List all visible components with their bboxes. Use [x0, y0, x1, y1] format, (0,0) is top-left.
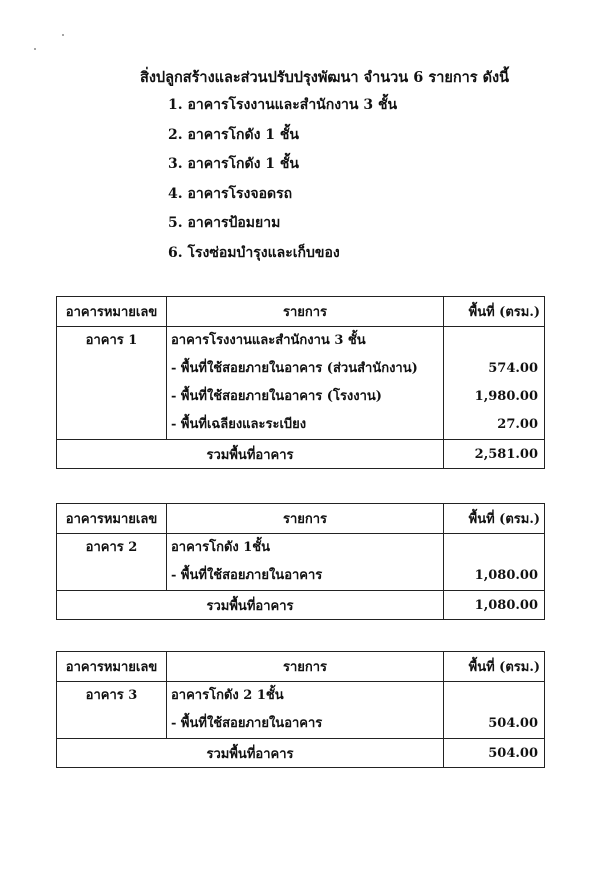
item-title: อาคารโกดัง 1ชั้น — [171, 540, 271, 555]
table-header-row — [57, 297, 545, 327]
item-line: - พื้นที่ใช้สอยภายในอาคาร — [171, 716, 323, 731]
header-area: พื้นที่ (ตรม.) — [444, 652, 545, 682]
table-row — [57, 327, 545, 440]
list-item: 2. อาคารโกดัง 1 ชั้น — [168, 126, 299, 143]
total-value: 1,080.00 — [444, 591, 545, 620]
item-line: - พื้นที่ใช้สอยภายในอาคาร — [171, 568, 323, 583]
building-list — [168, 94, 397, 272]
area-value: 504.00 — [488, 716, 538, 731]
list-item: 1. อาคารโรงงานและสำนักงาน 3 ชั้น — [168, 97, 398, 113]
list-item: 3. อาคารโกดัง 1 ชั้น — [168, 156, 299, 173]
total-value: 504.00 — [444, 739, 545, 768]
building-no-cell: อาคาร 3 — [57, 682, 167, 739]
header-area: พื้นที่ (ตรม.) — [444, 297, 545, 327]
header-item: รายการ — [167, 504, 444, 534]
item-title: อาคารโรงงานและสำนักงาน 3 ชั้น — [171, 333, 366, 348]
scan-speck — [34, 48, 36, 50]
header-building-no: อาคารหมายเลข — [57, 504, 167, 534]
area-cell — [444, 534, 545, 591]
item-cell — [167, 682, 444, 739]
total-row — [57, 591, 545, 620]
item-line: - พื้นที่ใช้สอยภายในอาคาร (ส่วนสำนักงาน) — [171, 361, 418, 376]
item-title: อาคารโกดัง 2 1ชั้น — [171, 688, 284, 703]
list-item: 5. อาคารป้อมยาม — [168, 215, 281, 232]
total-row — [57, 739, 545, 768]
area-cell — [444, 327, 545, 440]
total-label: รวมพื้นที่อาคาร — [57, 591, 444, 620]
list-item: 4. อาคารโรงจอดรถ — [168, 185, 293, 202]
area-value: 574.00 — [488, 361, 538, 376]
area-value: 1,980.00 — [474, 389, 538, 404]
item-cell — [167, 327, 444, 440]
table-header-row — [57, 652, 545, 682]
header-item: รายการ — [167, 652, 444, 682]
total-row — [57, 440, 545, 469]
area-cell — [444, 682, 545, 739]
header-area: พื้นที่ (ตรม.) — [444, 504, 545, 534]
area-value: 1,080.00 — [474, 568, 538, 583]
building-3-area-table — [56, 651, 545, 768]
item-cell — [167, 534, 444, 591]
item-line: - พื้นที่ใช้สอยภายในอาคาร (โรงงาน) — [171, 389, 382, 404]
header-item: รายการ — [167, 297, 444, 327]
list-item: 6. โรงซ่อมบำรุงและเก็บของ — [168, 244, 340, 261]
building-1-area-table — [56, 296, 545, 469]
item-line: - พื้นที่เฉลียงและระเบียง — [171, 417, 307, 432]
document-heading: สิ่งปลูกสร้างและส่วนปรับปรุงพัฒนา จำนวน 6 รายการ ดังนี้ — [140, 69, 509, 86]
table-header-row — [57, 504, 545, 534]
table-row — [57, 534, 545, 591]
header-building-no: อาคารหมายเลข — [57, 297, 167, 327]
total-label: รวมพื้นที่อาคาร — [57, 440, 444, 469]
scan-speck — [62, 34, 64, 36]
building-no-cell: อาคาร 1 — [57, 327, 167, 440]
building-2-area-table — [56, 503, 545, 620]
total-value: 2,581.00 — [444, 440, 545, 469]
building-no-cell: อาคาร 2 — [57, 534, 167, 591]
area-value: 27.00 — [497, 417, 538, 432]
total-label: รวมพื้นที่อาคาร — [57, 739, 444, 768]
header-building-no: อาคารหมายเลข — [57, 652, 167, 682]
table-row — [57, 682, 545, 739]
